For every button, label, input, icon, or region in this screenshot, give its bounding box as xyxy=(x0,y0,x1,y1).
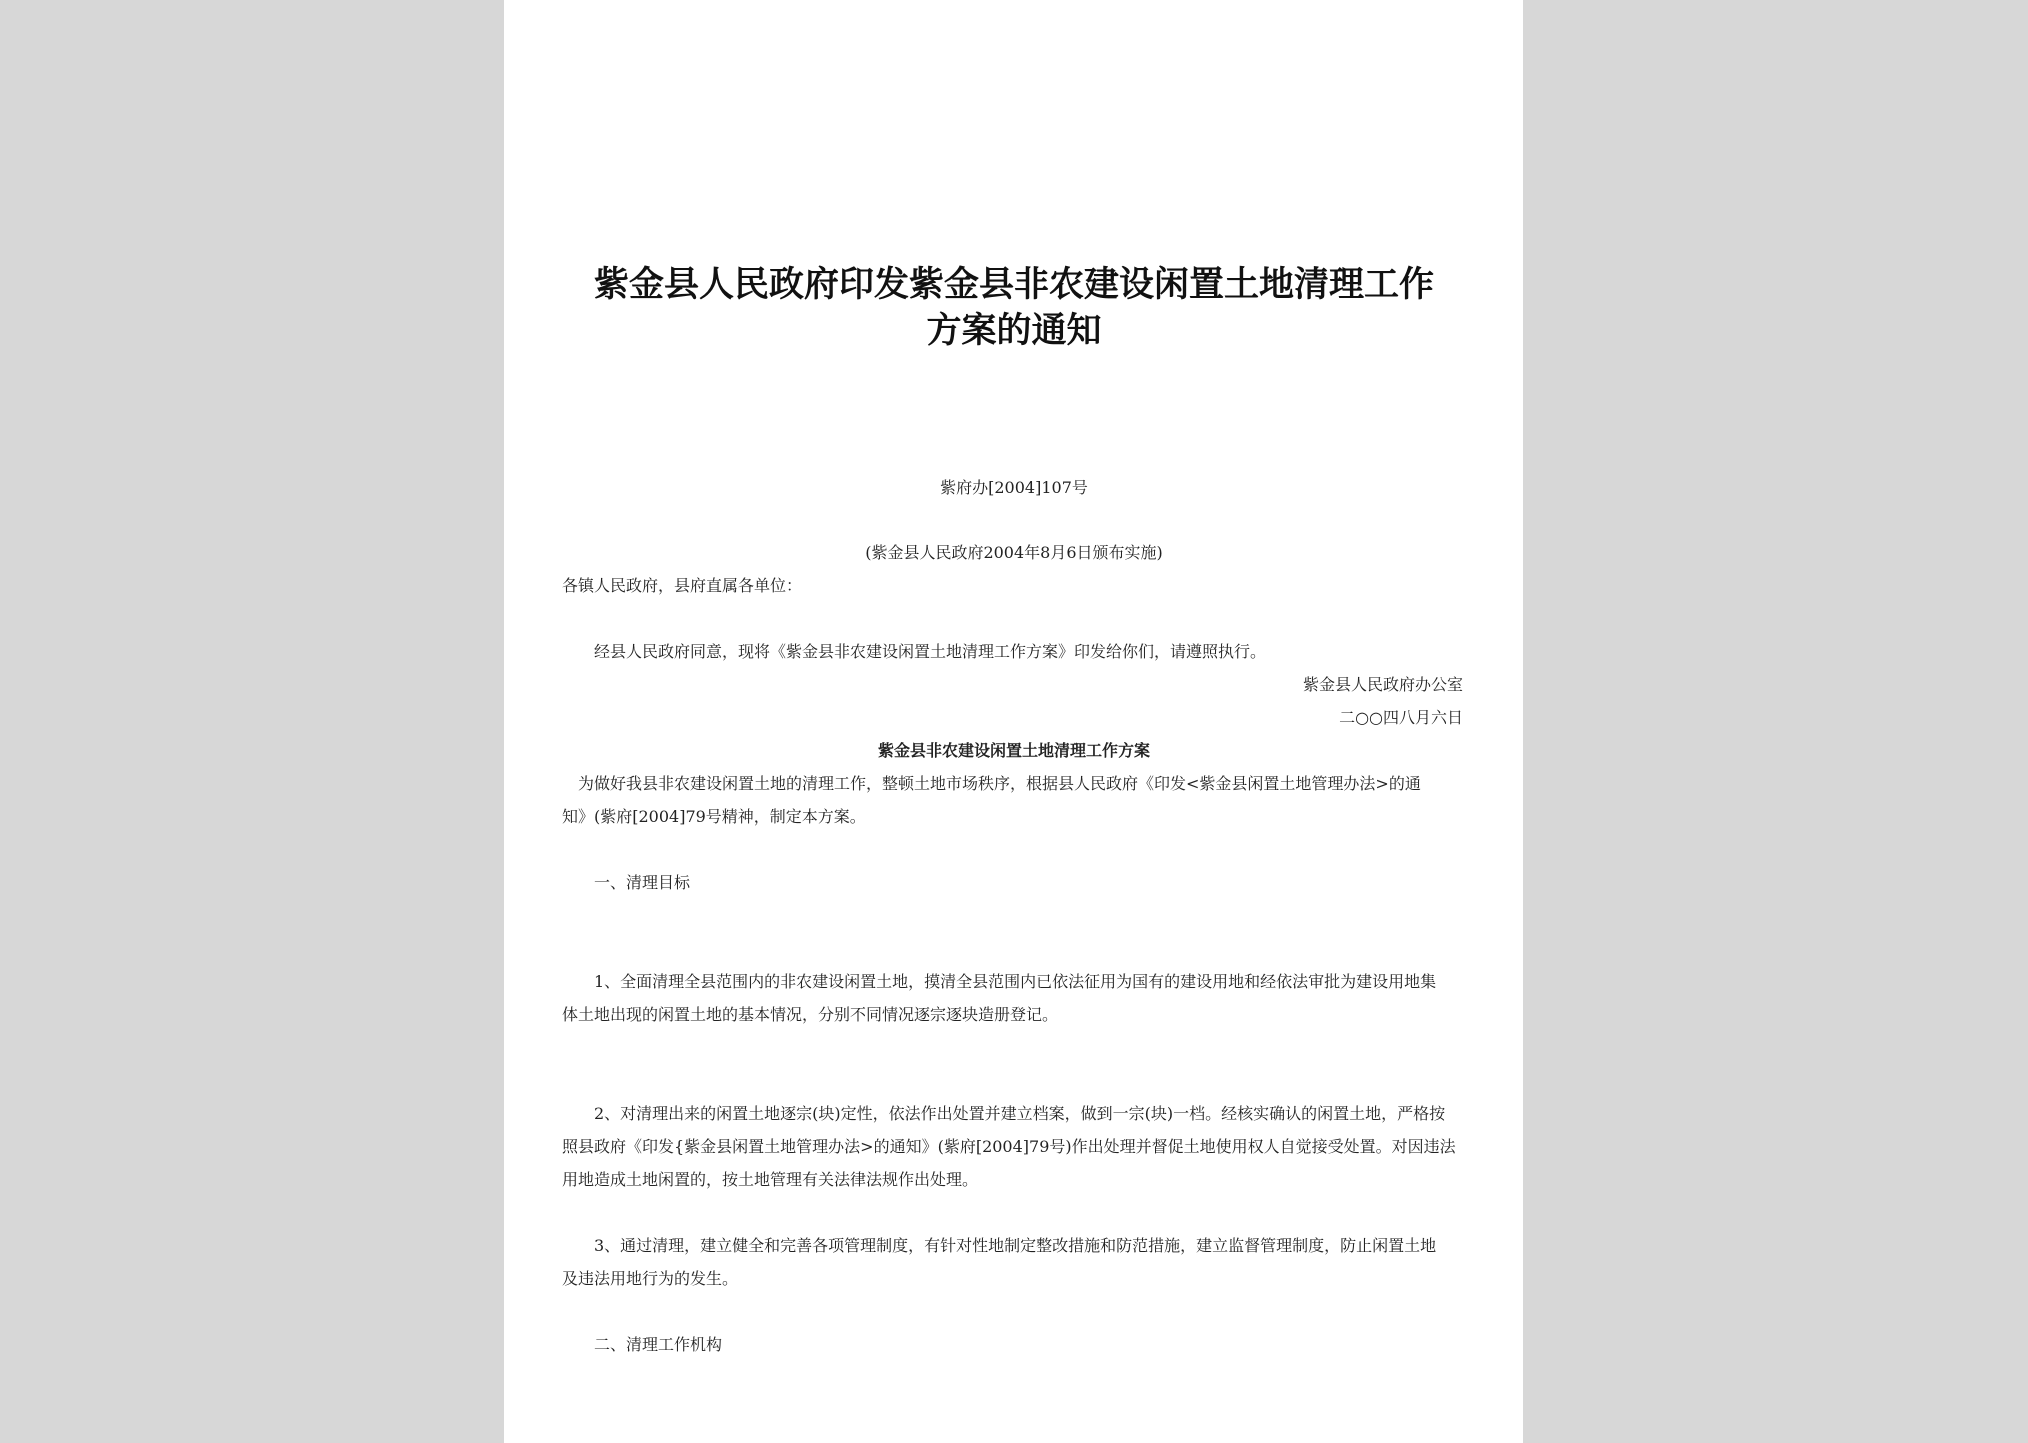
addressee: 各镇人民政府，县府直属各单位： xyxy=(562,576,803,595)
plan-title: 紫金县非农建设闲置土地清理工作方案 xyxy=(877,741,1150,760)
document-title-line-2: 方案的通知 xyxy=(926,310,1102,351)
document-page xyxy=(504,0,1523,1443)
issue-note: (紫金县人民政府2004年8月6日颁布实施) xyxy=(865,543,1163,562)
signing-date: 二○○四八月六日 xyxy=(1339,708,1463,727)
section-heading-1: 一、清理目标 xyxy=(594,873,691,892)
item-3-line-1: 3、通过清理，建立健全和完善各项管理制度，有针对性地制定整改措施和防范措施，建立监督管理制度，防止闲置土地 xyxy=(594,1236,1437,1255)
item-1-line-1: 1、全面清理全县范围内的非农建设闲置土地，摸清全县范围内已依法征用为国有的建设用地和经依法审批为建设用地集 xyxy=(594,972,1437,991)
document-number: 紫府办[2004]107号 xyxy=(940,478,1088,497)
item-2-line-3: 用地造成土地闲置的，按土地管理有关法律法规作出处理。 xyxy=(562,1170,979,1189)
signer: 紫金县人民政府办公室 xyxy=(1302,675,1463,694)
item-2-line-1: 2、对清理出来的闲置土地逐宗(块)定性，依法作出处置并建立档案，做到一宗(块)一档。经核实确认的闲置土地，严格按 xyxy=(594,1104,1446,1123)
plan-intro-line-2: 知》(紫府[2004]79号精神，制定本方案。 xyxy=(562,807,866,826)
item-1-line-2: 体土地出现的闲置土地的基本情况，分别不同情况逐宗逐块造册登记。 xyxy=(562,1005,1059,1024)
item-2-line-2: 照县政府《印发{紫金县闲置土地管理办法>的通知》(紫府[2004]79号)作出处理并督促土地使用权人自觉接受处置。对因违法 xyxy=(562,1137,1456,1156)
section-heading-2: 二、清理工作机构 xyxy=(594,1335,723,1354)
document-title-line-1: 紫金县人民政府印发紫金县非农建设闲置土地清理工作 xyxy=(593,264,1434,305)
item-3-line-2: 及违法用地行为的发生。 xyxy=(562,1269,739,1288)
plan-intro-line-1: 为做好我县非农建设闲置土地的清理工作，整顿土地市场秩序，根据县人民政府《印发<紫金县闲置土地管理办法>的通 xyxy=(578,774,1421,793)
intro-paragraph: 经县人民政府同意，现将《紫金县非农建设闲置土地清理工作方案》印发给你们，请遵照执行。 xyxy=(594,642,1267,661)
